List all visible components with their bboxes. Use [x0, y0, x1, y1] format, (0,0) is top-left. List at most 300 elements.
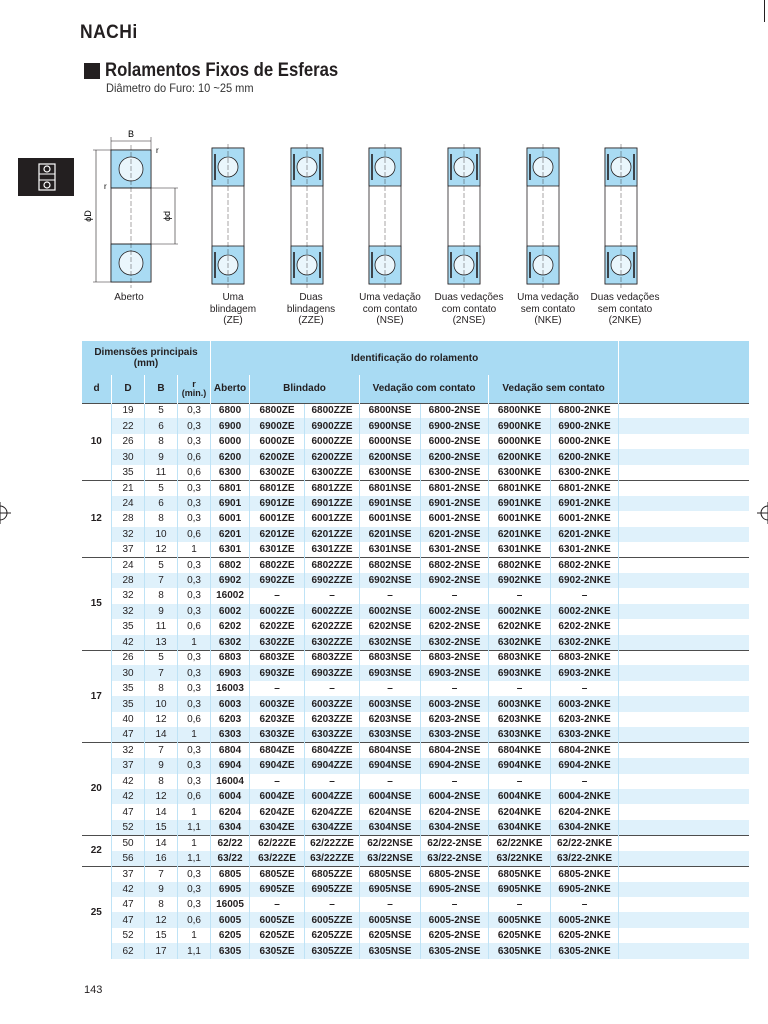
table-cell: 6001 — [211, 511, 250, 526]
table-cell: 0,6 — [178, 912, 211, 927]
bearing-drawing-zze — [291, 144, 323, 288]
blank-cell — [619, 496, 749, 511]
table-cell: 6800ZE — [250, 403, 305, 418]
table-cell: 62/22ZE — [250, 835, 305, 850]
table-row — [82, 573, 749, 588]
table-cell: 6903-2NSE — [421, 665, 489, 680]
table-cell: 10 — [145, 527, 178, 542]
table-cell: 6303-2NKE — [551, 727, 619, 742]
table-cell: 6001NKE — [489, 511, 551, 526]
table-cell: 5 — [145, 650, 178, 665]
table-cell: 13 — [145, 635, 178, 650]
table-row — [82, 912, 749, 927]
table-row — [82, 758, 749, 773]
table-cell: 8 — [145, 434, 178, 449]
table-cell: 6201ZZE — [305, 527, 360, 542]
table-cell: 6004NSE — [360, 789, 421, 804]
table-cell: 6204ZZE — [305, 804, 360, 819]
table-cell: 6300ZZE — [305, 465, 360, 480]
table-row — [82, 588, 749, 603]
col-shield: Blindado — [250, 375, 360, 403]
table-cell: 6201NKE — [489, 527, 551, 542]
table-cell: 6800 — [211, 403, 250, 418]
table-cell: 6203ZE — [250, 712, 305, 727]
table-cell: 7 — [145, 665, 178, 680]
table-cell: 6303NSE — [360, 727, 421, 742]
table-cell: 6904 — [211, 758, 250, 773]
dim-label-r2: r — [104, 182, 107, 191]
table-cell: 47 — [112, 727, 145, 742]
table-cell: 6803NKE — [489, 650, 551, 665]
header-dimensions: Dimensões principais (mm) — [82, 341, 211, 375]
bearing-drawing-2nke — [605, 144, 637, 288]
table-cell: 6002ZE — [250, 604, 305, 619]
table-cell: 6800-2NKE — [551, 403, 619, 418]
bearing-type-caption — [287, 292, 335, 327]
table-cell: 6202-2NSE — [421, 619, 489, 634]
table-cell: 22 — [112, 418, 145, 433]
caption-line: blindagens — [286, 303, 336, 315]
bearing-type-caption — [591, 292, 660, 327]
table-cell: 6905ZE — [250, 882, 305, 897]
table-cell: 6903-2NKE — [551, 665, 619, 680]
table-cell: 0,3 — [178, 573, 211, 588]
table-cell: 6202ZE — [250, 619, 305, 634]
table-cell: 6002-2NSE — [421, 604, 489, 619]
table-cell: 6302-2NKE — [551, 635, 619, 650]
table-cell: 6204-2NKE — [551, 804, 619, 819]
table-row — [82, 696, 749, 711]
header-identification: Identificação do rolamento — [211, 341, 619, 375]
table-cell: 6803 — [211, 650, 250, 665]
table-cell: 6802ZZE — [305, 557, 360, 572]
table-cell: 16 — [145, 851, 178, 866]
table-cell: – — [489, 774, 551, 789]
table-cell: 6204 — [211, 804, 250, 819]
table-cell: 47 — [112, 912, 145, 927]
table-cell: 6900ZZE — [305, 418, 360, 433]
caption-line: Duas vedações — [590, 292, 660, 303]
table-cell: 6804ZZE — [305, 743, 360, 758]
table-cell: 24 — [112, 557, 145, 572]
table-cell: 6304-2NKE — [551, 820, 619, 835]
blank-cell — [619, 665, 749, 680]
table-cell: – — [305, 588, 360, 603]
table-cell: 32 — [112, 743, 145, 758]
table-cell: 6303ZE — [250, 727, 305, 742]
table-cell: 6002NSE — [360, 604, 421, 619]
blank-cell — [619, 511, 749, 526]
table-cell: 6802NKE — [489, 557, 551, 572]
table-cell: 6904ZE — [250, 758, 305, 773]
table-cell: 42 — [112, 774, 145, 789]
table-row — [82, 403, 749, 418]
table-cell: 50 — [112, 835, 145, 850]
table-cell: 6801NKE — [489, 480, 551, 495]
table-cell: 6305NKE — [489, 943, 551, 958]
table-cell: 14 — [145, 727, 178, 742]
table-cell: 6205ZE — [250, 928, 305, 943]
table-cell: 6902ZE — [250, 573, 305, 588]
table-cell: 35 — [112, 696, 145, 711]
table-cell: 6802-2NKE — [551, 557, 619, 572]
col-contact: Vedação com contato — [360, 375, 489, 403]
page-title: Rolamentos Fixos de Esferas — [105, 60, 339, 81]
table-cell: 6203-2NKE — [551, 712, 619, 727]
table-cell: 6900NKE — [489, 418, 551, 433]
table-cell: 8 — [145, 681, 178, 696]
table-cell: 40 — [112, 712, 145, 727]
table-cell: 62 — [112, 943, 145, 958]
table-cell: 6203-2NSE — [421, 712, 489, 727]
table-cell: 6905NKE — [489, 882, 551, 897]
table-cell: 6203NSE — [360, 712, 421, 727]
table-row — [82, 897, 749, 912]
blank-cell — [619, 449, 749, 464]
table-cell: 0,6 — [178, 712, 211, 727]
table-cell: 6300-2NKE — [551, 465, 619, 480]
table-cell: 26 — [112, 434, 145, 449]
table-cell: 6901-2NSE — [421, 496, 489, 511]
table-cell: – — [551, 774, 619, 789]
table-cell: 63/22ZZE — [305, 851, 360, 866]
table-cell: 6005NKE — [489, 912, 551, 927]
table-cell: 14 — [145, 804, 178, 819]
table-cell: 6201NSE — [360, 527, 421, 542]
table-cell: 6305-2NKE — [551, 943, 619, 958]
table-cell: 0,6 — [178, 789, 211, 804]
table-cell: – — [360, 897, 421, 912]
table-cell: 6205 — [211, 928, 250, 943]
blank-cell — [619, 928, 749, 943]
bore-d-cell: 20 — [82, 743, 112, 836]
table-cell: 6905 — [211, 882, 250, 897]
table-cell: 6903NKE — [489, 665, 551, 680]
table-cell: 6301ZZE — [305, 542, 360, 557]
table-cell: 6304-2NSE — [421, 820, 489, 835]
table-cell: 8 — [145, 774, 178, 789]
table-cell: 6802-2NSE — [421, 557, 489, 572]
table-cell: 6005-2NSE — [421, 912, 489, 927]
table-cell: 6304 — [211, 820, 250, 835]
table-cell: 6305 — [211, 943, 250, 958]
table-cell: 17 — [145, 943, 178, 958]
table-cell: 6805ZZE — [305, 866, 360, 881]
table-cell: 6202-2NKE — [551, 619, 619, 634]
table-cell: 0,3 — [178, 743, 211, 758]
table-cell: 6000 — [211, 434, 250, 449]
table-cell: 6801NSE — [360, 480, 421, 495]
brand-logo: NACHi — [80, 22, 138, 43]
table-row — [82, 480, 749, 495]
table-cell: 6902NKE — [489, 573, 551, 588]
caption-line: com contato — [362, 303, 418, 315]
table-cell: 6304NKE — [489, 820, 551, 835]
blank-cell — [619, 789, 749, 804]
caption-line: sem contato — [597, 303, 653, 315]
table-cell: 1 — [178, 542, 211, 557]
caption-line: (2NSE) — [452, 315, 486, 326]
table-row — [82, 511, 749, 526]
table-cell: 6801ZE — [250, 480, 305, 495]
table-cell: 16004 — [211, 774, 250, 789]
table-cell: 26 — [112, 650, 145, 665]
table-cell: 0,3 — [178, 866, 211, 881]
table-row — [82, 928, 749, 943]
blank-cell — [619, 712, 749, 727]
table-cell: 6300NKE — [489, 465, 551, 480]
table-cell: 6901ZE — [250, 496, 305, 511]
table-cell: 52 — [112, 820, 145, 835]
table-cell: 12 — [145, 789, 178, 804]
table-cell: 6302ZE — [250, 635, 305, 650]
caption-line: Uma vedação — [517, 292, 579, 303]
table-cell: 12 — [145, 712, 178, 727]
table-cell: 6905-2NSE — [421, 882, 489, 897]
table-cell: – — [250, 897, 305, 912]
table-cell: 6301NKE — [489, 542, 551, 557]
table-cell: – — [551, 897, 619, 912]
blank-cell — [619, 912, 749, 927]
table-cell: 6302NSE — [360, 635, 421, 650]
table-cell: 0,6 — [178, 527, 211, 542]
table-cell: 6002-2NKE — [551, 604, 619, 619]
blank-cell — [619, 804, 749, 819]
table-cell: 1 — [178, 635, 211, 650]
table-cell: 30 — [112, 665, 145, 680]
table-cell: 6200ZZE — [305, 449, 360, 464]
table-cell: 6904NKE — [489, 758, 551, 773]
table-cell: 6201-2NSE — [421, 527, 489, 542]
table-cell: 6303 — [211, 727, 250, 742]
blank-cell — [619, 820, 749, 835]
table-cell: 32 — [112, 527, 145, 542]
table-cell: 6202ZZE — [305, 619, 360, 634]
table-cell: 6302ZZE — [305, 635, 360, 650]
table-cell: 63/22-2NKE — [551, 851, 619, 866]
table-cell: – — [250, 588, 305, 603]
blank-cell — [619, 557, 749, 572]
caption-line: (ZZE) — [298, 315, 324, 326]
table-cell: – — [360, 588, 421, 603]
table-cell: 0,3 — [178, 480, 211, 495]
table-cell: 6905-2NKE — [551, 882, 619, 897]
table-cell: 6002 — [211, 604, 250, 619]
table-cell: 37 — [112, 758, 145, 773]
table-cell: 6805ZE — [250, 866, 305, 881]
table-cell: 6204-2NSE — [421, 804, 489, 819]
table-cell: 6000ZE — [250, 434, 305, 449]
table-cell: 6303-2NSE — [421, 727, 489, 742]
table-cell: – — [421, 681, 489, 696]
table-cell: 16003 — [211, 681, 250, 696]
table-cell: 16002 — [211, 588, 250, 603]
table-cell: 28 — [112, 511, 145, 526]
table-cell: 0,6 — [178, 449, 211, 464]
caption-line: (2NKE) — [608, 315, 642, 326]
table-cell: 6200NKE — [489, 449, 551, 464]
table-cell: 6805 — [211, 866, 250, 881]
table-cell: 6005NSE — [360, 912, 421, 927]
blank-cell — [619, 696, 749, 711]
table-cell: 6202 — [211, 619, 250, 634]
table-cell: 6805-2NKE — [551, 866, 619, 881]
table-cell: 0,3 — [178, 681, 211, 696]
table-cell: 14 — [145, 835, 178, 850]
table-cell: 6300ZE — [250, 465, 305, 480]
table-row — [82, 727, 749, 742]
table-cell: 6300NSE — [360, 465, 421, 480]
table-cell: 6801ZZE — [305, 480, 360, 495]
table-cell: 8 — [145, 588, 178, 603]
table-cell: 62/22-2NSE — [421, 835, 489, 850]
table-cell: – — [250, 774, 305, 789]
table-cell: 12 — [145, 912, 178, 927]
table-row — [82, 835, 749, 850]
table-cell: 37 — [112, 866, 145, 881]
table-cell: 0,3 — [178, 650, 211, 665]
table-cell: – — [421, 588, 489, 603]
table-cell: 6900-2NSE — [421, 418, 489, 433]
bore-d-cell: 22 — [82, 835, 112, 866]
table-cell: 6801-2NSE — [421, 480, 489, 495]
table-cell: 6902ZZE — [305, 573, 360, 588]
table-cell: – — [489, 588, 551, 603]
table-cell: 9 — [145, 882, 178, 897]
table-cell: – — [305, 681, 360, 696]
table-cell: 6902-2NSE — [421, 573, 489, 588]
dim-label-d: ϕd — [162, 210, 172, 222]
table-cell: 7 — [145, 743, 178, 758]
blank-cell — [619, 835, 749, 850]
table-cell: 6804NSE — [360, 743, 421, 758]
table-cell: 6000ZZE — [305, 434, 360, 449]
table-cell: 28 — [112, 573, 145, 588]
table-cell: 30 — [112, 449, 145, 464]
table-row — [82, 804, 749, 819]
table-cell: 6903ZE — [250, 665, 305, 680]
bore-d-cell: 12 — [82, 480, 112, 557]
table-cell: 15 — [145, 820, 178, 835]
table-cell: 0,3 — [178, 403, 211, 418]
table-row — [82, 465, 749, 480]
table-cell: 1 — [178, 727, 211, 742]
page-subtitle: Diâmetro do Furo: 10 ~25 mm — [106, 81, 254, 95]
blank-cell — [619, 851, 749, 866]
table-cell: 11 — [145, 465, 178, 480]
table-cell: 6001NSE — [360, 511, 421, 526]
caption-line: com contato — [441, 303, 497, 315]
table-cell: 6 — [145, 496, 178, 511]
table-cell: 6901ZZE — [305, 496, 360, 511]
table-cell: 6302-2NSE — [421, 635, 489, 650]
table-cell: 0,3 — [178, 496, 211, 511]
table-cell: 6001ZE — [250, 511, 305, 526]
table-cell: 6304ZE — [250, 820, 305, 835]
blank-cell — [619, 527, 749, 542]
blank-cell — [619, 542, 749, 557]
table-cell: 6304ZZE — [305, 820, 360, 835]
table-cell: 6900ZE — [250, 418, 305, 433]
table-cell: 6804-2NSE — [421, 743, 489, 758]
bearing-drawing-nke — [527, 144, 559, 288]
caption-line: (NSE) — [376, 315, 404, 326]
table-cell: 6000NKE — [489, 434, 551, 449]
table-cell: 0,3 — [178, 557, 211, 572]
table-cell: 42 — [112, 882, 145, 897]
table-cell: 1,1 — [178, 820, 211, 835]
table-row — [82, 635, 749, 650]
table-row — [82, 527, 749, 542]
table-cell: 6901NKE — [489, 496, 551, 511]
blank-cell — [619, 743, 749, 758]
table-cell: 47 — [112, 804, 145, 819]
table-cell: 1,1 — [178, 943, 211, 958]
table-cell: 6802 — [211, 557, 250, 572]
table-cell: 6305NSE — [360, 943, 421, 958]
bearing-table — [81, 341, 749, 959]
caption-line: (NKE) — [534, 315, 562, 326]
table-cell: 24 — [112, 496, 145, 511]
header-blank — [619, 341, 749, 403]
table-cell: 6802ZE — [250, 557, 305, 572]
table-row — [82, 943, 749, 958]
table-cell: 6905ZZE — [305, 882, 360, 897]
dim-label-B: B — [127, 129, 135, 139]
table-cell: 6902 — [211, 573, 250, 588]
caption-line: Duas vedações — [434, 292, 504, 303]
dim-label-r1: r — [156, 146, 159, 155]
table-cell: 62/22ZZE — [305, 835, 360, 850]
table-cell: 6004ZZE — [305, 789, 360, 804]
table-cell: 11 — [145, 619, 178, 634]
table-cell: 6805NSE — [360, 866, 421, 881]
blank-cell — [619, 604, 749, 619]
table-row — [82, 882, 749, 897]
table-cell: 6204NSE — [360, 804, 421, 819]
col-open: Aberto — [211, 375, 250, 403]
blank-cell — [619, 465, 749, 480]
table-cell: 6200-2NSE — [421, 449, 489, 464]
table-cell: 6205-2NSE — [421, 928, 489, 943]
bore-d-cell: 25 — [82, 866, 112, 959]
table-cell: 6901-2NKE — [551, 496, 619, 511]
table-row — [82, 866, 749, 881]
table-cell: 0,3 — [178, 604, 211, 619]
blank-cell — [619, 434, 749, 449]
table-cell: 0,3 — [178, 882, 211, 897]
table-cell: 63/22NKE — [489, 851, 551, 866]
table-cell: 6201-2NKE — [551, 527, 619, 542]
table-row — [82, 434, 749, 449]
table-cell: 6001-2NSE — [421, 511, 489, 526]
col-D: D — [112, 375, 145, 403]
blank-cell — [619, 619, 749, 634]
table-cell: – — [360, 681, 421, 696]
table-cell: 6205ZZE — [305, 928, 360, 943]
table-cell: 6200 — [211, 449, 250, 464]
table-cell: 6303ZZE — [305, 727, 360, 742]
table-row — [82, 604, 749, 619]
table-cell: 6205NKE — [489, 928, 551, 943]
table-cell: 9 — [145, 758, 178, 773]
table-cell: 42 — [112, 635, 145, 650]
table-cell: 42 — [112, 789, 145, 804]
table-cell: 6905NSE — [360, 882, 421, 897]
table-row — [82, 650, 749, 665]
table-cell: 35 — [112, 681, 145, 696]
table-cell: 6 — [145, 418, 178, 433]
